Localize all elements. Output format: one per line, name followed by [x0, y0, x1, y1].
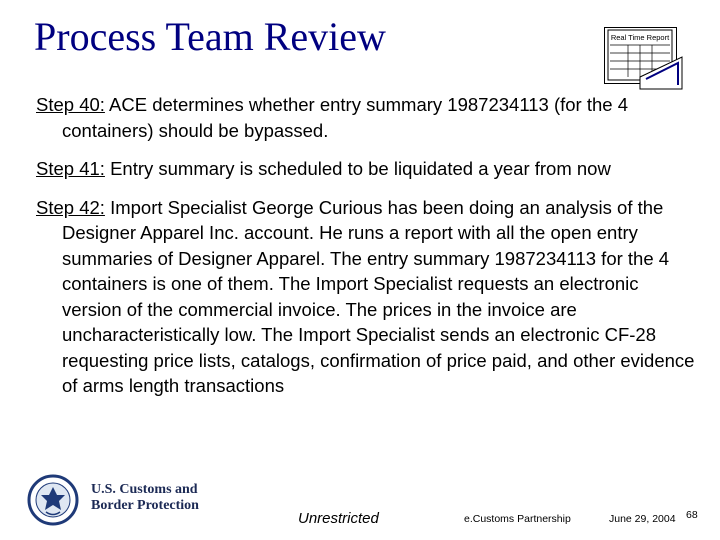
step-text: ACE determines whether entry summary 1987234113 (for the 4 containers) should be bypassed.	[62, 94, 628, 141]
partnership: e.Customs Partnership	[464, 513, 571, 525]
step-42	[36, 195, 696, 399]
report-icon-label: Real Time Report	[610, 33, 670, 42]
org-line-1: U.S. Customs and	[91, 482, 198, 497]
classification: Unrestricted	[298, 510, 379, 527]
steps-list	[36, 92, 696, 412]
date: June 29, 2004	[609, 513, 676, 525]
step-40	[36, 92, 696, 143]
step-label: Step 40:	[36, 94, 105, 115]
dhs-seal-icon	[27, 474, 83, 526]
cbp-logo	[27, 474, 227, 526]
step-text: Import Specialist George Curious has been doing an analysis of the Designer Apparel Inc. account. He runs a report with all the open entry summaries of Designer Apparel. The entry summary 1987234113 for the 4 containers is one of them. The Import Specialist requests an electronic version of the commercial invoice. The prices in the invoice are uncharacteristically low. The Import Specialist sends an electronic CF-28 requesting price lists, catalogs, confirmation of price paid, and other evidence of arms length transactions	[62, 196, 695, 396]
step-label: Step 41:	[36, 158, 105, 179]
slide-title: Process Team Review	[34, 14, 386, 59]
step-text: Entry summary is scheduled to be liquidated a year from now	[110, 158, 611, 179]
page-number: 68	[686, 509, 698, 521]
report-icon	[604, 27, 684, 91]
org-line-2: Border Protection	[91, 498, 199, 513]
step-41	[36, 156, 696, 182]
step-label: Step 42:	[36, 196, 105, 218]
org-name	[91, 482, 199, 514]
